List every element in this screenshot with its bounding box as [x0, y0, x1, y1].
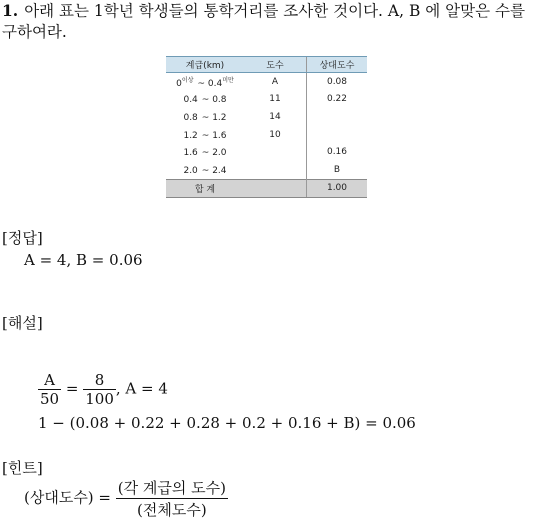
relative-frequency-cell: 0.08 [307, 73, 368, 91]
hint-lhs: (상대도수) = [24, 488, 112, 507]
class-lower: 1.6 [183, 148, 198, 159]
class-lower: 1.2 [183, 130, 198, 141]
frequency-cell: 11 [269, 94, 281, 105]
header-frequency: 도수 [244, 57, 307, 73]
class-interval [166, 161, 244, 179]
fraction-denominator: 50 [40, 390, 60, 408]
class-upper: ~ 2.4 [201, 165, 227, 176]
class-lower: 0.8 [183, 112, 198, 123]
relative-frequency-cell: 0.22 [307, 91, 368, 109]
class-upper: ~ 2.0 [201, 148, 227, 159]
class-lower: 0 [176, 78, 182, 89]
class-upper: ~ 1.2 [201, 112, 227, 123]
frequency-table [166, 56, 367, 198]
question-line-1 [2, 0, 525, 22]
total-frequency [244, 179, 307, 198]
relative-frequency-cell: B [307, 161, 368, 179]
frequency-cell [244, 161, 307, 179]
hint-formula [24, 477, 228, 520]
table-row [166, 73, 367, 91]
class-interval [166, 108, 244, 126]
explanation-equation-2: 1 − (0.08 + 0.22 + 0.28 + 0.2 + 0.16 + B) = 0.06 [38, 414, 416, 432]
hint-heading: [힌트] [2, 459, 43, 477]
answer-heading: [정답] [2, 229, 43, 247]
total-relative-frequency: 1.00 [307, 179, 368, 198]
total-label: 합 계 [166, 179, 244, 198]
table-header-row [166, 57, 367, 73]
frequency-cell: A [271, 76, 279, 87]
explanation-equation-1 [38, 371, 168, 408]
class-interval [166, 143, 244, 161]
question-text-1: 아래 표는 1학년 학생들의 통학거리를 조사한 것이다. A, B 에 알맞은 수를 [24, 2, 525, 20]
hint-denominator: (전체도수) [116, 498, 228, 520]
class-lower: 2.0 [183, 165, 198, 176]
explanation-heading: [해설] [2, 314, 43, 332]
class-lower: 0.4 [183, 95, 198, 106]
equation-tail: , A = 4 [115, 379, 168, 398]
table-row [166, 161, 367, 179]
question-number: 1. [2, 1, 19, 20]
hint-fraction [116, 477, 228, 520]
hint-numerator: (각 계급의 도수) [117, 479, 226, 497]
class-interval [166, 91, 244, 109]
relative-frequency-cell [307, 126, 368, 144]
class-upper: ~ 0.8 [201, 95, 227, 106]
header-class: 계급(km) [166, 57, 244, 73]
table-row [166, 91, 367, 109]
relative-frequency-cell: 0.16 [307, 143, 368, 161]
equals-sign: = [65, 379, 79, 398]
answer-text: A = 4, B = 0.06 [24, 251, 143, 269]
frequency-cell: 14 [269, 111, 281, 122]
class-interval [166, 126, 244, 144]
class-upper: ~ 0.4 [197, 78, 223, 89]
relative-frequency-cell [307, 108, 368, 126]
table-total-row [166, 179, 367, 198]
fraction-numerator: 8 [94, 371, 105, 389]
fraction-a-over-50 [38, 371, 61, 408]
frequency-cell: 10 [269, 129, 281, 140]
fraction-8-over-100 [83, 371, 116, 408]
class-upper-note: 미만 [222, 76, 234, 84]
fraction-numerator: A [44, 371, 55, 389]
fraction-denominator: 100 [85, 390, 114, 408]
table-row [166, 143, 367, 161]
class-interval [166, 73, 244, 91]
class-upper: ~ 1.6 [201, 130, 227, 141]
table-row [166, 108, 367, 126]
frequency-cell [244, 143, 307, 161]
table-row [166, 126, 367, 144]
class-lower-note: 이상 [181, 76, 194, 84]
question-line-2: 구하여라. [2, 23, 67, 41]
header-relative-frequency: 상대도수 [307, 57, 368, 73]
